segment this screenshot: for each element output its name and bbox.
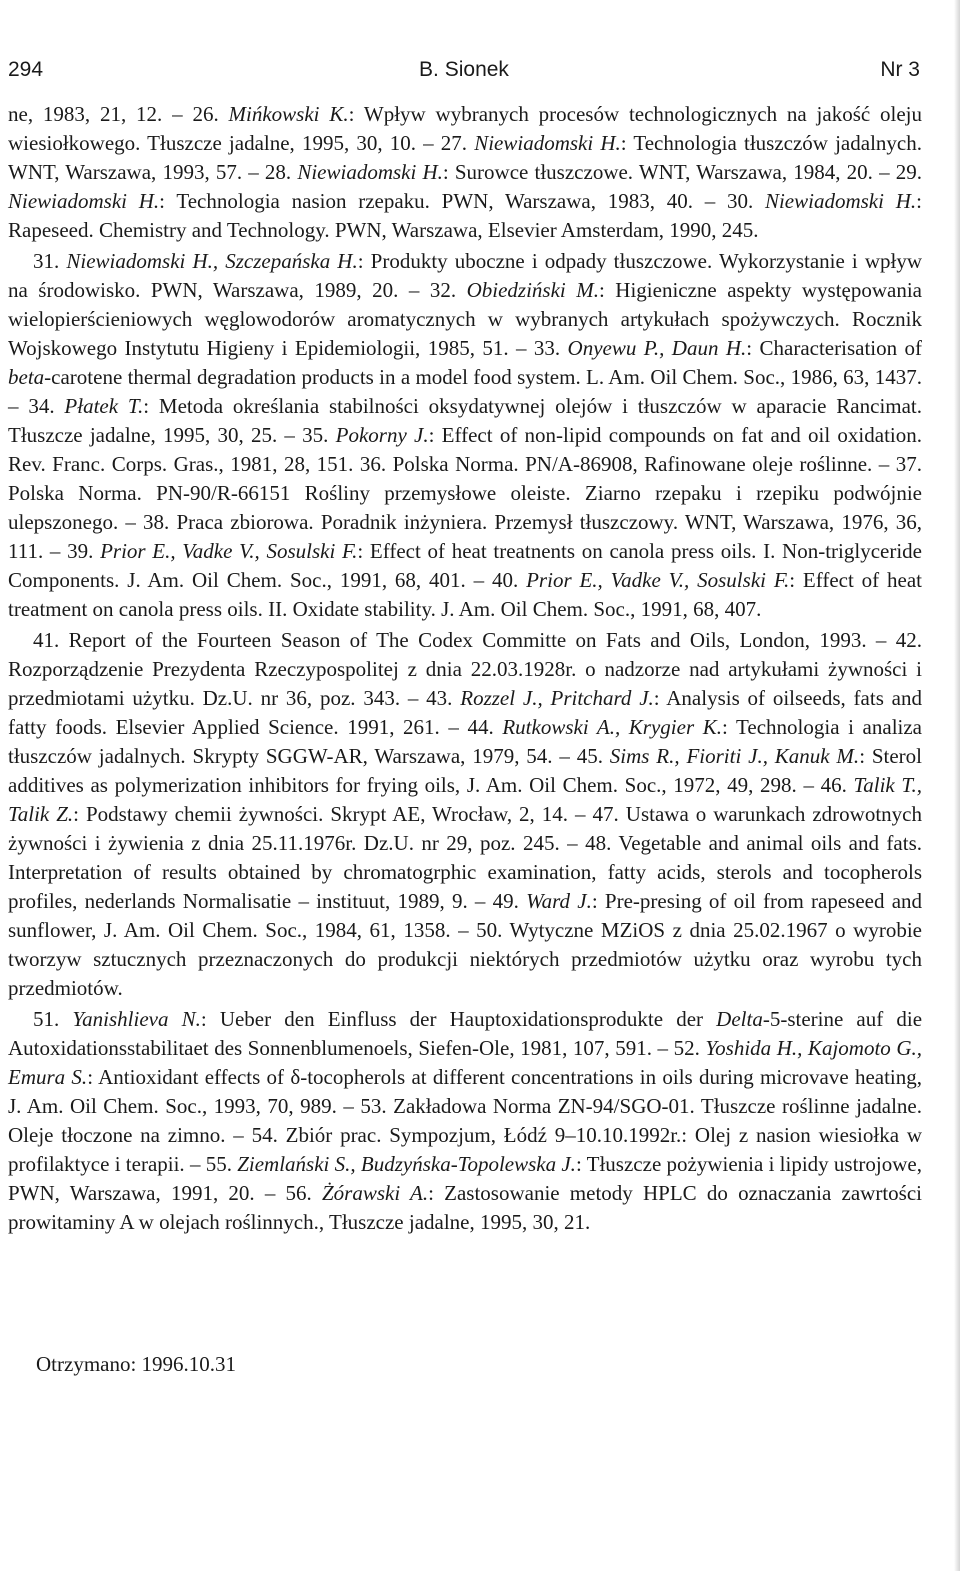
author-name: Onyewu P., Daun H. <box>567 336 747 360</box>
reference-text: : Technologia nasion rzepaku. PWN, Warszawa, 1983, 40. – 30. <box>159 189 765 213</box>
author-name: beta <box>8 365 45 389</box>
author-name: Niewiadomski H. <box>474 131 621 155</box>
author-name: Niewiadomski H., Szczepańska H. <box>66 249 358 273</box>
reference-text: : Zastosowanie metody HPLC do oznaczania zawrtości prowitaminy A w olejach roślinnych., Tłuszcze jadalne, 1995, 30, 21. <box>8 1181 922 1234</box>
received-date: Otrzymano: 1996.10.31 <box>36 1352 237 1376</box>
reference-text: : Rapeseed. Chemistry and Technology. PWN, Warszawa, Elsevier Amsterdam, 1990, 245. <box>8 189 922 242</box>
author-name: Ziemlański S., Budzyńska-Topolewska J. <box>237 1152 576 1176</box>
author-name: Sims R., Fioriti J., Kanuk M. <box>609 744 860 768</box>
reference-text: 31. <box>33 249 67 273</box>
page-edge-shadow <box>954 0 960 1571</box>
reference-text: : Effect of non-lipid compounds on fat and oil oxidation. Rev. Franc. Corps. Gras., 1981, 28, 151. 36. Polska Norma. PN/A-86908, Rafinowane oleje roślinne. – 37. Polska Norma. PN-90/R-66151 Rośliny przemysłowe oleiste. Ziarno rzepaku i rzepiku podwójnie ulepszonego. – 38. Praca zbiorowa. Poradnik inżyniera. Przemysł tłuszczowy. WNT, Warszawa, 1976, 36, 111. – 39. <box>8 423 923 563</box>
reference-paragraph <box>8 626 922 1003</box>
references-text <box>8 100 922 1237</box>
reference-text: : Characterisation of <box>746 336 922 360</box>
author-name: Niewiadomski H. <box>8 189 160 213</box>
reference-text: : Effect of heat treatnents on canola press oils. I. Non-triglyceride Components. J. Am. Oil Chem. Soc., 1991, 68, 401. – 40. <box>8 539 922 592</box>
reference-text: : Wpływ wybranych procesów technologicznych na jakość oleju wiesiołkowego. Tłuszcze jadalne, 1995, 30, 10. – 27. <box>8 102 922 155</box>
author-name: Żórawski A. <box>322 1181 429 1205</box>
author-name: Prior E., Vadke V., Sosulski F. <box>526 568 790 592</box>
author-name: Mińkowski K. <box>228 102 349 126</box>
author-name: Yoshida H., Kajomoto G., Emura S. <box>8 1036 922 1089</box>
author-name: Pokorny J. <box>335 423 429 447</box>
reference-text: : Technologia tłuszczów jadalnych. WNT, Warszawa, 1993, 57. – 28. <box>8 131 922 184</box>
author-name: Yanishlieva N. <box>72 1007 201 1031</box>
author-name: Rutkowski A., Krygier K. <box>502 715 722 739</box>
reference-text: : Effect of heat treatment on canola press oils. II. Oxidate stability. J. Am. Oil Chem. Soc., 1991, 68, 407. <box>8 568 922 621</box>
reference-text: : Antioxidant effects of δ-tocopherols at different concentrations in oils during microvave heating, J. Am. Oil Chem. Soc., 1993, 70, 989. – 53. Zakładowa Norma ZN-94/SGO-01. Tłuszcze roślinne jadalne. Oleje tłoczone na zimno. – 54. Zbiór prac. Sympozjum, Łódź 9–10.10.1992r.: Olej z nasion wiesiołka w profilaktyce i terapii. – 55. <box>8 1065 923 1176</box>
reference-text: : Tłuszcze pożywienia i lipidy ustrojowe, PWN, Warszawa, 1991, 20. – 56. <box>8 1152 922 1205</box>
reference-text: -carotene thermal degradation products in a model food system. L. Am. Oil Chem. Soc., 1986, 63, 1437. – 34. <box>8 365 922 418</box>
reference-text: ne, 1983, 21, 12. – 26. <box>8 102 229 126</box>
reference-paragraph <box>8 247 922 624</box>
author-name: Niewiadomski H. <box>297 160 443 184</box>
reference-text: : Podstawy chemii żywności. Skrypt AE, Wrocław, 2, 14. – 47. Ustawa o warunkach zdrowotnych żywności i żywienia z dnia 25.11.1976r. Dz.U. nr 29, poz. 245. – 48. Vegetable and animal oils and fats. Interpretation of results obtained by chromatogrphic examination, fatty acids, sterols and tocopherols profiles, nederlands Normalisatie – instituut, 1989, 9. – 49. <box>8 802 922 913</box>
page-header <box>8 58 920 88</box>
reference-text: 51. <box>33 1007 73 1031</box>
running-author: B. Sionek <box>419 58 509 81</box>
author-name: Rozzel J., Pritchard J. <box>460 686 654 710</box>
reference-text: : Ueber den Einfluss der Hauptoxidationsprodukte der <box>200 1007 717 1031</box>
author-name: Płatek T. <box>64 394 144 418</box>
reference-text: : Produkty uboczne i odpady tłuszczowe. Wykorzystanie i wpływ na środowisko. PWN, Warszawa, 1989, 20. – 32. <box>8 249 922 302</box>
reference-text: : Analysis of oilseeds, fats and fatty foods. Elsevier Applied Science. 1991, 261. – 44. <box>8 686 923 739</box>
reference-text: : Technologia i analiza tłuszczów jadalnych. Skrypty SGGW-AR, Warszawa, 1979, 54. – 45. <box>8 715 922 768</box>
reference-paragraph <box>8 100 922 245</box>
reference-text: : Pre-presing of oil from rapeseed and sunflower, J. Am. Oil Chem. Soc., 1984, 61, 1358. – 50. Wytyczne MZiOS z dnia 25.02.1967 o wyrobie tworzyw sztucznych przeznaczonych do produkcji niektórych przedmiotów użytku oraz wyrobu tych przedmiotów. <box>8 889 923 1000</box>
author-name: Talik T., Talik Z. <box>8 773 922 826</box>
author-name: Prior E., Vadke V., Sosulski F. <box>100 539 358 563</box>
author-name: Ward J. <box>526 889 592 913</box>
reference-text: : Sterol additives as polymerization inhibitors for frying oils, J. Am. Oil Chem. Soc., 1972, 49, 298. – 46. <box>8 744 923 797</box>
reference-text: : Surowce tłuszczowe. WNT, Warszawa, 1984, 20. – 29. <box>442 160 922 184</box>
reference-text: 41. Report of the Fourteen Season of The Codex Committe on Fats and Oils, London, 1993. – 42. Rozporządzenie Prezydenta Rzeczypospolitej z dnia 22.03.1928r. o nadzorze nad artykułami żywności i przedmiotami użytku. Dz.U. nr 36, poz. 343. – 43. <box>8 628 922 710</box>
reference-text: : Metoda określania stabilności oksydatywnej olejów i tłuszczów w aparacie Rancimat. Tłuszcze jadalne, 1995, 30, 25. – 35. <box>8 394 923 447</box>
issue-number: Nr 3 <box>880 58 920 81</box>
reference-text: -5-sterine auf die Autoxidationsstabilitaet des Sonnenblumenoels, Siefen-Ole, 1981, 107, 591. – 52. <box>8 1007 923 1060</box>
reference-paragraph <box>8 1005 922 1237</box>
author-name: Niewiadomski H. <box>764 189 917 213</box>
page-number: 294 <box>8 58 44 81</box>
author-name: Delta <box>716 1007 763 1031</box>
reference-text: : Higieniczne aspekty występowania wielopierścieniowych węglowodorów aromatycznych w wybranych artykułach spożywczych. Rocznik Wojskowego Instytutu Higieny i Epidemiologii, 1985, 51. – 33. <box>8 278 922 360</box>
author-name: Obiedziński M. <box>466 278 599 302</box>
